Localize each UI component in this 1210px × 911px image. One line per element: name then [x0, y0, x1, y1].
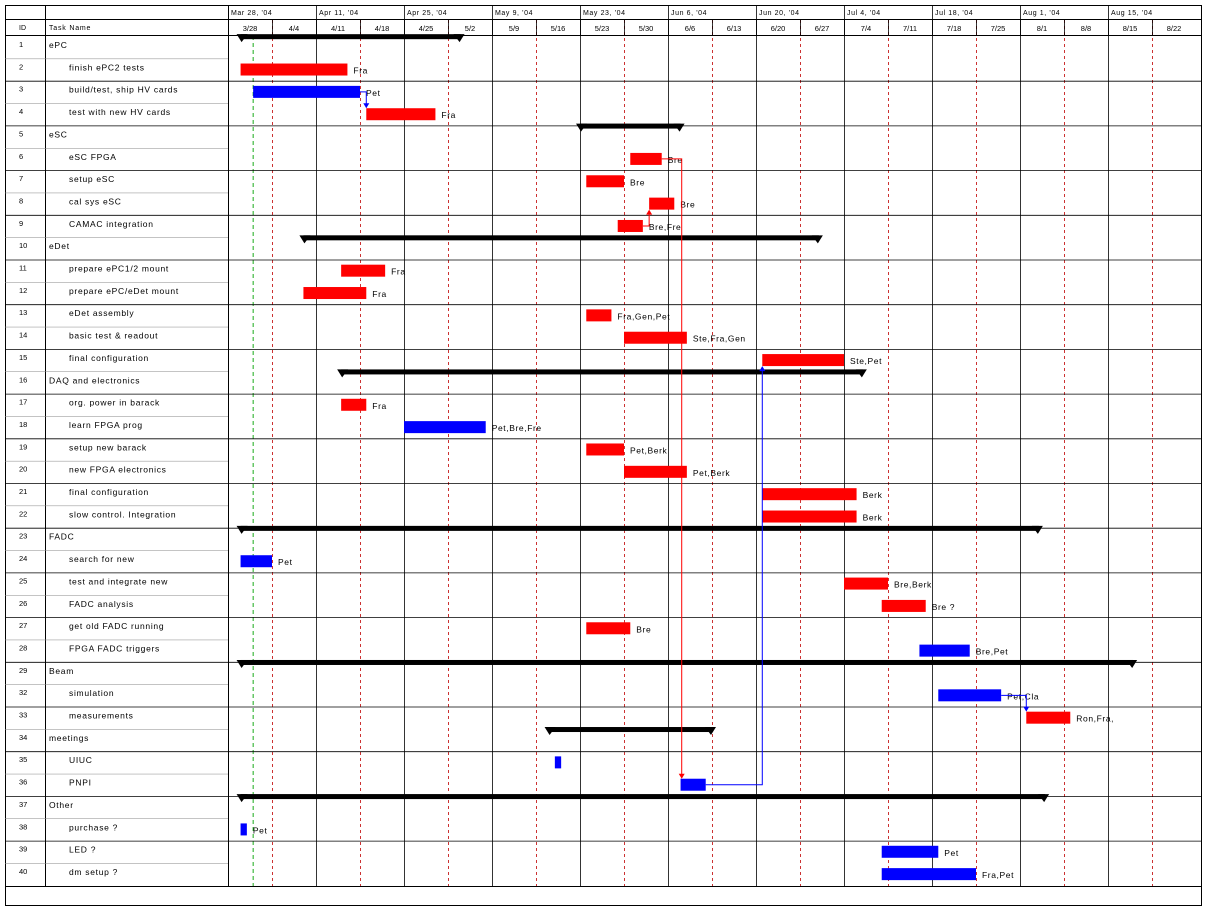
- minor-tick-label: 7/4: [860, 24, 872, 33]
- task-name: org. power in barack: [69, 397, 161, 408]
- task-bar: [303, 287, 366, 299]
- task-name: basic test & readout: [69, 330, 159, 341]
- task-name: Other: [49, 799, 74, 810]
- major-tick-label: Apr 25, '04: [407, 10, 448, 17]
- task-id: 18: [19, 419, 28, 429]
- task-name: get old FADC running: [69, 621, 165, 632]
- task-id: 27: [19, 621, 28, 631]
- task-id: 29: [19, 665, 28, 675]
- resource-label: Bre: [680, 199, 696, 210]
- gantt-bars: [237, 34, 1138, 880]
- task-id: 15: [19, 352, 28, 362]
- task-name: build/test, ship HV cards: [69, 84, 179, 95]
- task-id: 34: [19, 732, 28, 742]
- task-bar: [919, 645, 969, 657]
- minor-tick-label: 7/18: [946, 24, 962, 33]
- task-id: 2: [19, 62, 24, 72]
- minor-tick-label: 5/9: [508, 24, 520, 33]
- task-name: test and integrate new: [69, 576, 169, 587]
- task-bar: [762, 511, 856, 523]
- task-bar: [938, 689, 1001, 701]
- task-bar: [624, 332, 687, 344]
- summary-bar: [241, 34, 461, 39]
- summary-bar: [241, 794, 1046, 799]
- task-name: final configuration: [69, 352, 149, 363]
- task-name: PNPI: [69, 777, 92, 788]
- task-name: LED ?: [69, 844, 97, 855]
- task-bar: [586, 175, 624, 187]
- task-name: FPGA FADC triggers: [69, 643, 161, 654]
- resource-label: Bre: [630, 177, 646, 188]
- task-name: prepare ePC1/2 mount: [69, 263, 169, 274]
- resource-label: Ste,Pet: [850, 356, 883, 367]
- task-name: CAMAC integration: [69, 218, 154, 229]
- task-name: prepare ePC/eDet mount: [69, 285, 179, 296]
- task-name: FADC: [49, 531, 75, 542]
- task-name: search for new: [69, 554, 135, 565]
- task-id: 3: [19, 84, 24, 94]
- major-tick-label: Aug 15, '04: [1111, 10, 1153, 17]
- summary-bar: [241, 660, 1134, 665]
- task-id: 14: [19, 330, 28, 340]
- minor-tick-label: 5/30: [638, 24, 654, 33]
- minor-tick-label: 8/22: [1166, 24, 1182, 33]
- major-tick-label: Aug 1, '04: [1023, 10, 1061, 17]
- column-header-id[interactable]: ID: [19, 25, 26, 32]
- task-id: 28: [19, 643, 28, 653]
- major-tick-label: Jul 4, '04: [847, 10, 881, 17]
- task-name: simulation: [69, 688, 115, 699]
- resource-label: Bre ?: [931, 601, 956, 612]
- task-id: 25: [19, 576, 28, 586]
- task-bar: [586, 443, 624, 455]
- minor-tick-label: 7/25: [990, 24, 1006, 33]
- resource-label: Pet: [366, 87, 381, 98]
- task-id: 22: [19, 509, 28, 519]
- task-bar: [844, 578, 888, 590]
- minor-tick-label: 6/6: [684, 24, 696, 33]
- task-bar: [681, 779, 706, 791]
- task-bar: [241, 64, 348, 76]
- minor-tick-label: 6/13: [726, 24, 742, 33]
- minor-tick-label: 4/4: [288, 24, 300, 33]
- major-tick-label: Mar 28, '04: [231, 10, 273, 17]
- task-bar: [586, 622, 630, 634]
- task-bar: [882, 846, 939, 858]
- task-id: 21: [19, 487, 28, 496]
- task-id: 26: [19, 598, 28, 608]
- resource-label: Fra,Pet: [982, 870, 1015, 881]
- minor-tick-label: 4/11: [330, 24, 346, 33]
- task-name: finish ePC2 tests: [69, 62, 145, 73]
- resource-label: Pet,Cla: [1007, 691, 1040, 702]
- summary-bar: [241, 526, 1039, 531]
- task-name: eDet: [49, 241, 70, 252]
- task-name: FADC analysis: [69, 598, 134, 609]
- summary-bar: [341, 369, 863, 374]
- resource-label: Fra,Gen,Pet: [617, 311, 671, 322]
- task-bar: [762, 354, 844, 366]
- task-name: eDet assembly: [69, 308, 135, 319]
- task-name: DAQ and electronics: [49, 375, 141, 386]
- minor-tick-label: 5/2: [464, 24, 476, 33]
- task-id: 39: [19, 844, 28, 854]
- minor-tick-label: 5/23: [594, 24, 610, 33]
- task-id: 1: [19, 40, 24, 49]
- task-bar: [366, 108, 435, 120]
- major-tick-label: Jun 6, '04: [671, 10, 708, 17]
- resource-label: Berk: [862, 512, 883, 523]
- timescale: [231, 5, 1181, 36]
- dependency-36-15: [706, 367, 763, 785]
- resource-label: Pet,Berk: [630, 445, 668, 456]
- dependency-arrowhead: [646, 210, 652, 215]
- task-id: 40: [19, 866, 28, 876]
- minor-tick-label: 7/11: [902, 24, 918, 33]
- resource-label: Fra: [372, 289, 387, 300]
- task-name: measurements: [69, 710, 134, 721]
- task-id: 36: [19, 777, 28, 787]
- task-name: meetings: [49, 732, 90, 743]
- task-bar: [1026, 712, 1070, 724]
- task-name: setup new barack: [69, 442, 147, 453]
- minor-tick-label: 6/27: [814, 24, 830, 33]
- task-id: 7: [19, 174, 24, 184]
- task-id: 17: [19, 397, 28, 407]
- task-bar: [341, 265, 385, 277]
- resource-label: Bre,Berk: [894, 579, 932, 590]
- task-name: ePC: [49, 40, 68, 50]
- task-name: purchase ?: [69, 822, 119, 833]
- resource-label: Fra: [441, 110, 456, 121]
- task-bar: [649, 198, 674, 210]
- task-id: 8: [19, 196, 24, 206]
- task-id: 19: [19, 442, 28, 452]
- task-id: 23: [19, 531, 28, 541]
- task-bar: [253, 86, 360, 98]
- major-tick-label: Apr 11, '04: [319, 10, 359, 17]
- resource-label: Berk: [862, 490, 883, 501]
- dependency-arrowhead: [363, 103, 369, 108]
- task-bar: [882, 600, 926, 612]
- task-bar: [404, 421, 486, 433]
- resource-label: Ste,Fra,Gen: [692, 333, 746, 344]
- task-id: 16: [19, 375, 28, 385]
- column-header-task-name[interactable]: Task Name: [49, 25, 92, 32]
- task-bar: [586, 309, 611, 321]
- task-name: slow control. Integration: [69, 509, 177, 520]
- task-id: 32: [19, 688, 28, 698]
- major-tick-label: Jun 20, '04: [759, 10, 800, 17]
- resource-label: Bre,Pet: [975, 646, 1009, 657]
- task-bar: [624, 466, 687, 478]
- task-name: eSC: [49, 129, 68, 140]
- summary-bar: [303, 235, 818, 240]
- minor-tick-label: 4/25: [418, 24, 434, 33]
- task-id: 13: [19, 308, 28, 318]
- task-bar: [555, 756, 561, 768]
- resource-label: Bre: [667, 154, 683, 165]
- task-name: final configuration: [69, 487, 149, 497]
- resource-label: Pet,Berk: [692, 467, 731, 478]
- major-tick-label: Jul 18, '04: [935, 10, 974, 17]
- minor-tick-label: 8/1: [1036, 24, 1048, 33]
- task-bar: [341, 399, 366, 411]
- task-id: 10: [19, 241, 28, 251]
- task-id: 20: [19, 464, 28, 474]
- task-table: [19, 25, 179, 877]
- task-name: learn FPGA prog: [69, 419, 143, 430]
- task-bar: [241, 555, 272, 567]
- task-name: test with new HV cards: [69, 107, 171, 118]
- task-id: 6: [19, 151, 24, 161]
- minor-tick-label: 4/18: [374, 24, 390, 33]
- dependency-arrowhead: [759, 366, 765, 371]
- resource-label: Bre: [636, 624, 652, 635]
- task-name: UIUC: [69, 755, 93, 766]
- minor-tick-label: 8/15: [1122, 24, 1138, 33]
- task-bar: [618, 220, 643, 232]
- task-id: 4: [19, 107, 24, 117]
- task-name: new FPGA electronics: [69, 464, 167, 475]
- task-id: 11: [19, 263, 27, 273]
- task-bar: [762, 488, 856, 500]
- resource-label: Pet: [252, 825, 268, 836]
- task-bar: [882, 868, 976, 880]
- dependency-arrowhead: [1023, 707, 1029, 712]
- minor-tick-label: 6/20: [770, 24, 786, 33]
- task-id: 9: [19, 218, 24, 228]
- resource-label: Pet,Bre,Fre: [491, 423, 542, 434]
- resource-label: Pet: [944, 847, 959, 858]
- task-id: 37: [19, 799, 28, 809]
- task-name: Beam: [49, 665, 75, 676]
- summary-bar: [549, 727, 712, 732]
- task-name: eSC FPGA: [69, 151, 117, 162]
- minor-tick-label: 5/16: [550, 24, 566, 33]
- resource-label: Fra: [353, 65, 368, 76]
- task-id: 12: [19, 285, 28, 295]
- task-id: 38: [19, 822, 28, 832]
- dependency-arrowhead: [679, 774, 685, 779]
- resource-label: Bre,Fre: [648, 221, 682, 232]
- summary-bar: [580, 124, 681, 129]
- task-id: 5: [19, 129, 24, 139]
- major-tick-label: May 23, '04: [583, 10, 626, 17]
- resource-label: Ron,Fra,: [1076, 713, 1115, 724]
- task-id: 33: [19, 710, 28, 720]
- minor-tick-label: 3/28: [242, 24, 258, 33]
- task-name: dm setup ?: [69, 866, 119, 877]
- resource-label: Fra: [391, 266, 406, 277]
- resource-label: Fra: [372, 400, 387, 411]
- outer-frame: [6, 6, 1202, 906]
- task-id: 35: [19, 755, 28, 765]
- task-id: 24: [19, 554, 28, 564]
- minor-tick-label: 8/8: [1080, 24, 1092, 33]
- major-tick-label: May 9, '04: [495, 10, 534, 17]
- task-bar: [241, 823, 247, 835]
- task-bar: [630, 153, 661, 165]
- resource-label: Pet: [278, 557, 293, 568]
- task-name: setup eSC: [69, 174, 115, 185]
- task-name: cal sys eSC: [69, 196, 122, 207]
